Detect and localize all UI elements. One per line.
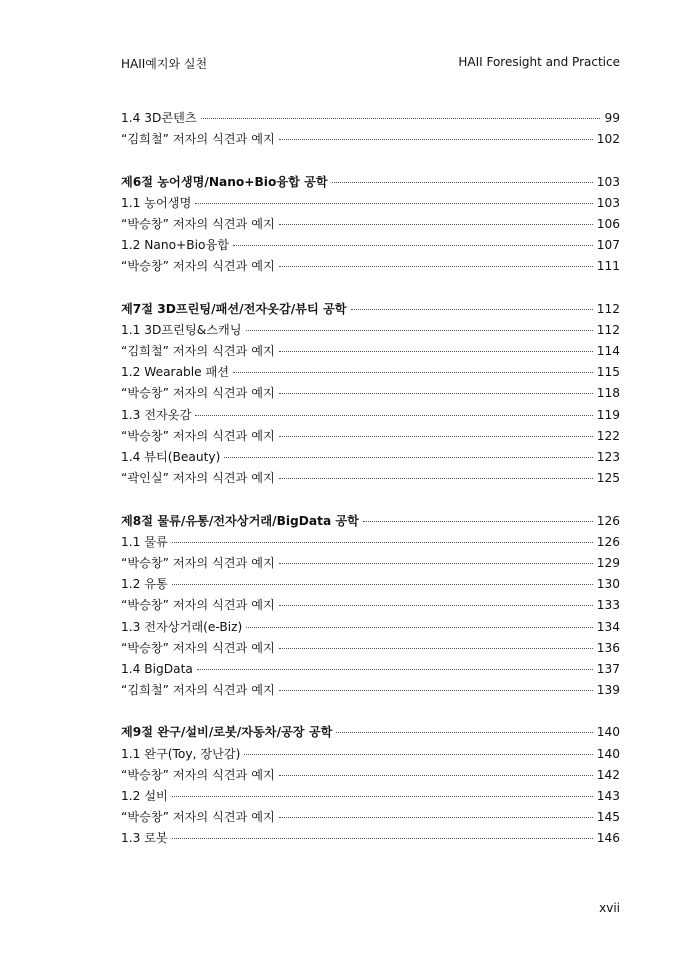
toc-entry-page: 103 bbox=[596, 174, 620, 189]
toc-dot-leader bbox=[244, 753, 592, 755]
toc-entry-page: 118 bbox=[596, 386, 620, 401]
toc-entry[interactable] bbox=[121, 214, 620, 235]
toc-dot-leader bbox=[195, 202, 592, 204]
header-book-title-korean: HAII예지와 실천 bbox=[121, 57, 208, 71]
toc-entry-page: 125 bbox=[596, 471, 620, 486]
toc-entry-title: “박승창” 저자의 식견과 예지 bbox=[121, 640, 275, 655]
toc-entry-page: 99 bbox=[604, 111, 620, 125]
toc-entry-page: 129 bbox=[596, 555, 620, 570]
toc-section-heading[interactable] bbox=[121, 511, 620, 532]
toc-entry[interactable] bbox=[121, 108, 620, 129]
toc-entry[interactable] bbox=[121, 320, 620, 341]
toc-entry-page: 122 bbox=[596, 428, 620, 443]
toc-dot-leader bbox=[279, 562, 593, 564]
toc-dot-leader bbox=[233, 244, 593, 246]
toc-dot-leader bbox=[172, 795, 593, 797]
toc-entry-page: 140 bbox=[596, 746, 620, 761]
toc-entry[interactable] bbox=[121, 680, 620, 701]
toc-entry[interactable] bbox=[121, 256, 620, 277]
toc-entry[interactable] bbox=[121, 765, 620, 786]
toc-dot-leader bbox=[197, 668, 593, 670]
toc-entry-page: 102 bbox=[596, 132, 620, 147]
toc-dot-leader bbox=[363, 520, 593, 522]
toc-dot-leader bbox=[246, 626, 592, 628]
toc-entry-title: 1.2 Nano+Bio융합 bbox=[121, 238, 229, 253]
toc-dot-leader bbox=[233, 371, 593, 373]
toc-entry[interactable] bbox=[121, 744, 620, 765]
toc-entry-title: “김희철” 저자의 식견과 예지 bbox=[121, 132, 275, 147]
toc-dot-leader bbox=[351, 308, 593, 310]
toc-entry-page: 146 bbox=[596, 831, 620, 846]
toc-dot-leader bbox=[332, 181, 593, 183]
toc-entry[interactable] bbox=[121, 447, 620, 468]
toc-dot-leader bbox=[172, 837, 593, 839]
toc-dot-leader bbox=[279, 774, 593, 776]
toc-section-heading[interactable] bbox=[121, 299, 620, 320]
toc-entry[interactable] bbox=[121, 193, 620, 214]
toc-dot-leader bbox=[279, 350, 593, 352]
toc-entry-page: 145 bbox=[596, 810, 620, 825]
toc-entry-title: “박승창” 저자의 식견과 예지 bbox=[121, 555, 275, 570]
toc-entry-title: “박승창” 저자의 식견과 예지 bbox=[121, 767, 275, 782]
toc-entry-page: 126 bbox=[596, 513, 620, 528]
toc-dot-leader bbox=[195, 414, 592, 416]
toc-entry-page: 103 bbox=[596, 195, 620, 210]
toc-entry-title: 1.1 물류 bbox=[121, 534, 168, 549]
toc-dot-leader bbox=[246, 329, 593, 331]
toc-entry-page: 106 bbox=[596, 216, 620, 231]
toc-entry[interactable] bbox=[121, 532, 620, 553]
toc-entry[interactable] bbox=[121, 574, 620, 595]
toc-dot-leader bbox=[279, 223, 593, 225]
toc-dot-leader bbox=[172, 541, 593, 543]
toc-entry-title: “박승창” 저자의 식견과 예지 bbox=[121, 810, 275, 825]
toc-entry-title: 1.2 유통 bbox=[121, 577, 168, 592]
running-header bbox=[121, 55, 620, 71]
section-gap bbox=[121, 489, 620, 510]
toc-entry-title: 1.3 로봇 bbox=[121, 831, 168, 846]
toc-entry-title: “박승창” 저자의 식견과 예지 bbox=[121, 259, 275, 274]
toc-entry-page: 133 bbox=[596, 598, 620, 613]
toc-entry-page: 142 bbox=[596, 767, 620, 782]
toc-entry-title: 1.2 Wearable 패션 bbox=[121, 365, 230, 380]
toc-entry-page: 126 bbox=[596, 534, 620, 549]
toc-entry-title: “김희철” 저자의 식견과 예지 bbox=[121, 683, 275, 698]
toc-entry-title: 1.4 뷰티(Beauty) bbox=[121, 450, 221, 464]
toc-entry-page: 107 bbox=[596, 238, 620, 253]
toc-dot-leader bbox=[279, 138, 593, 140]
header-book-title-english: HAII Foresight and Practice bbox=[458, 55, 620, 69]
toc-entry[interactable] bbox=[121, 659, 620, 680]
toc-entry-title: 제7절 3D프린팅/패션/전자옷감/뷰티 공학 bbox=[121, 301, 347, 316]
toc-entry-title: 1.4 BigData bbox=[121, 661, 193, 676]
toc-entry-page: 140 bbox=[596, 725, 620, 740]
toc-dot-leader bbox=[172, 583, 593, 585]
toc-entry[interactable] bbox=[121, 426, 620, 447]
toc-entry-title: 1.1 농어생명 bbox=[121, 195, 192, 210]
toc-entry-title: 제6절 농어생명/Nano+Bio융합 공학 bbox=[121, 174, 328, 189]
toc-entry-page: 134 bbox=[596, 619, 620, 634]
toc-entry-title: “박승창” 저자의 식견과 예지 bbox=[121, 428, 275, 443]
toc-entry-title: 1.3 전자상거래(e-Biz) bbox=[121, 619, 243, 634]
toc-entry-title: 1.2 설비 bbox=[121, 789, 168, 803]
toc-entry-page: 114 bbox=[596, 344, 620, 359]
toc-entry[interactable] bbox=[121, 617, 620, 638]
page-number: xvii bbox=[599, 901, 620, 915]
toc-dot-leader bbox=[279, 689, 593, 691]
toc-entry-page: 112 bbox=[596, 322, 620, 337]
toc-entry-page: 136 bbox=[596, 640, 620, 655]
toc-entry[interactable] bbox=[121, 341, 620, 362]
section-gap bbox=[121, 278, 620, 299]
toc-entry-title: 1.1 3D프린팅&스캐닝 bbox=[121, 322, 242, 337]
toc-section-heading[interactable] bbox=[121, 172, 620, 193]
toc-dot-leader bbox=[201, 117, 601, 119]
toc-entry[interactable] bbox=[121, 638, 620, 659]
toc-entry-page: 130 bbox=[596, 577, 620, 592]
toc-entry[interactable] bbox=[121, 595, 620, 616]
toc-entry-page: 119 bbox=[596, 407, 620, 422]
toc-entry-page: 111 bbox=[596, 259, 620, 274]
toc-dot-leader bbox=[279, 647, 593, 649]
toc-entry-page: 137 bbox=[596, 661, 620, 676]
toc-entry-title: “박승창” 저자의 식견과 예지 bbox=[121, 598, 275, 613]
toc-entry-title: 1.4 3D콘텐츠 bbox=[121, 111, 197, 125]
toc-dot-leader bbox=[279, 816, 593, 818]
toc-entry-title: 1.1 완구(Toy, 장난감) bbox=[121, 746, 241, 761]
toc-entry-title: “김희철” 저자의 식견과 예지 bbox=[121, 344, 275, 359]
toc-entry-title: “박승창” 저자의 식견과 예지 bbox=[121, 386, 275, 401]
toc-entry-page: 112 bbox=[596, 301, 620, 316]
toc-entry-page: 143 bbox=[596, 789, 620, 803]
toc-entry[interactable] bbox=[121, 468, 620, 489]
toc-entry-page: 139 bbox=[596, 683, 620, 698]
toc-entry-title: 제8절 물류/유통/전자상거래/BigData 공학 bbox=[121, 513, 359, 528]
toc-entry[interactable] bbox=[121, 786, 620, 807]
toc-entry[interactable] bbox=[121, 362, 620, 383]
toc-entry-page: 115 bbox=[596, 365, 620, 380]
toc-entry[interactable] bbox=[121, 553, 620, 574]
toc-entry-title: “곽인실” 저자의 식견과 예지 bbox=[121, 471, 275, 486]
toc-entry-title: 1.3 전자옷감 bbox=[121, 407, 192, 422]
toc-dot-leader bbox=[279, 265, 593, 267]
toc-entry[interactable] bbox=[121, 383, 620, 404]
toc-dot-leader bbox=[279, 604, 593, 606]
toc-dot-leader bbox=[279, 435, 593, 437]
toc-dot-leader bbox=[279, 477, 593, 479]
toc-entry[interactable] bbox=[121, 235, 620, 256]
toc-entry-title: 제9절 완구/설비/로봇/자동차/공장 공학 bbox=[121, 725, 333, 740]
table-of-contents bbox=[121, 108, 620, 850]
toc-dot-leader bbox=[224, 456, 592, 458]
toc-entry-page: 123 bbox=[596, 450, 620, 464]
toc-dot-leader bbox=[279, 392, 593, 394]
toc-dot-leader bbox=[336, 731, 592, 733]
toc-entry[interactable] bbox=[121, 129, 620, 150]
toc-entry[interactable] bbox=[121, 405, 620, 426]
section-gap bbox=[121, 150, 620, 171]
toc-section-heading[interactable] bbox=[121, 722, 620, 743]
toc-entry-title: “박승창” 저자의 식견과 예지 bbox=[121, 216, 275, 231]
toc-entry[interactable] bbox=[121, 807, 620, 828]
toc-entry[interactable] bbox=[121, 828, 620, 849]
section-gap bbox=[121, 701, 620, 722]
